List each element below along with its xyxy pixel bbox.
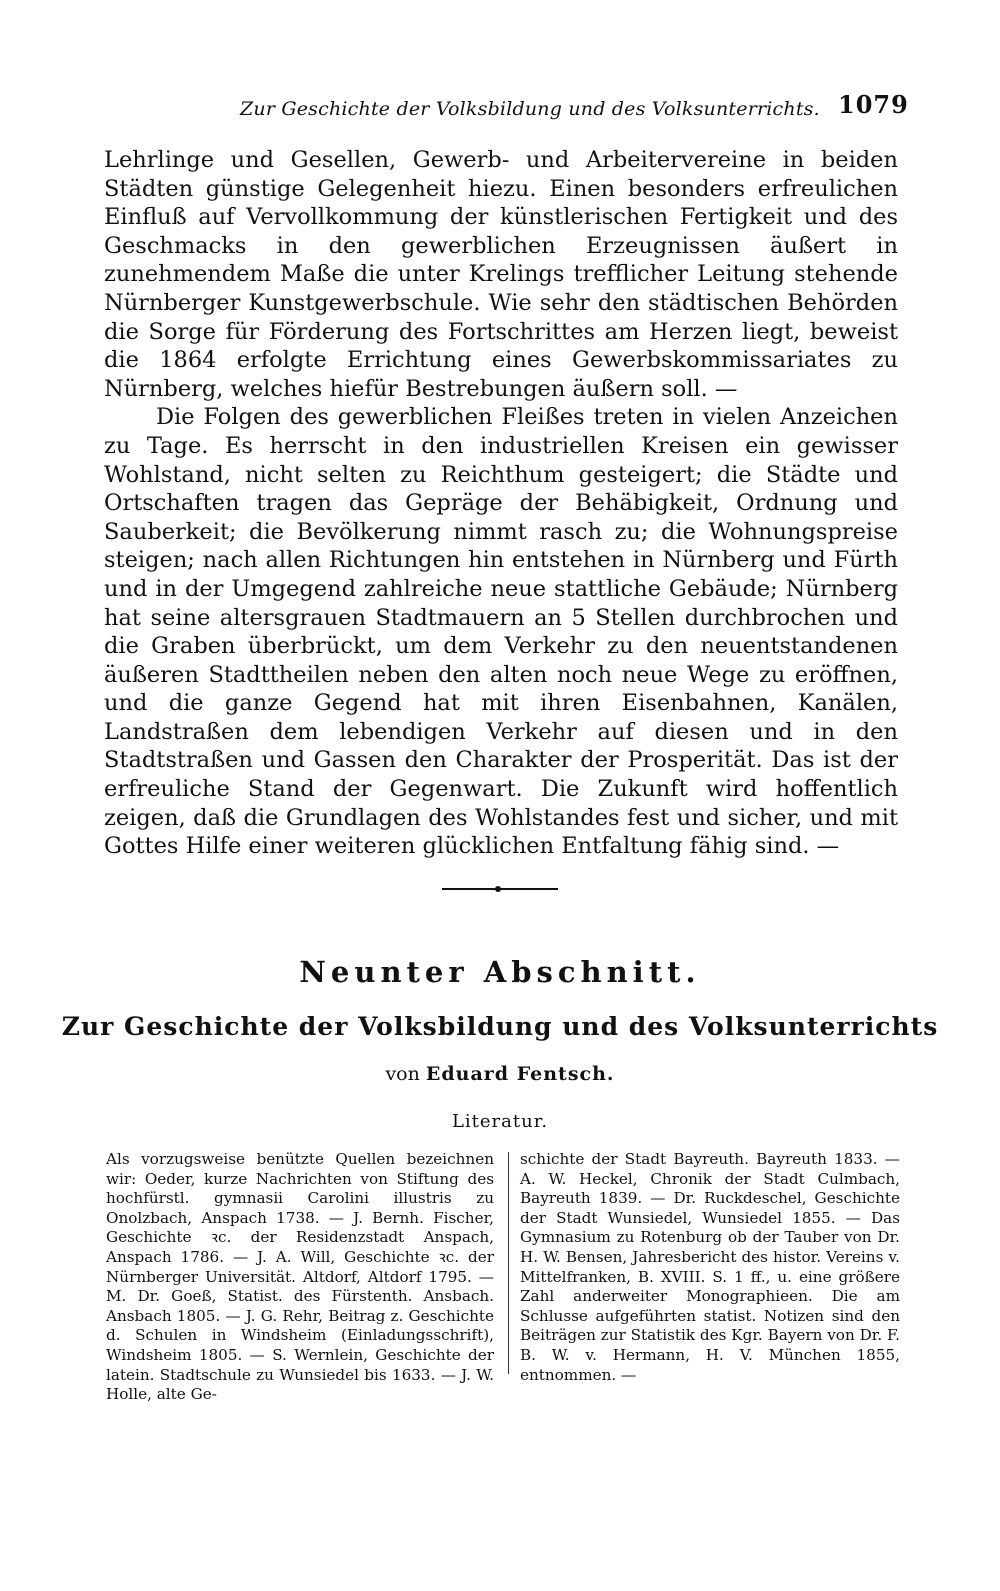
author-name: Eduard Fentsch. [425, 1063, 615, 1085]
column-rule [508, 1152, 509, 1374]
section-title: Zur Geschichte der Volksbildung und des Volksunterrichts [61, 1012, 939, 1041]
body-paragraph: Die Folgen des gewerblichen Fleißes treten in vielen Anzeichen zu Tage. Es herrscht in den industriellen Kreisen ein gewisser Wohlstand, nicht selten zu Reichthum gesteigert; die Städte und Ortschaften tragen das Gepräge der Behäbigkeit, Ordnung und Sauberkeit; die Bevölkerung nimmt rasch zu; die Wohnungspreise steigen; nach allen Richtungen hin entstehen in Nürnberg und Fürth und in der Umgegend zahlreiche neue stattliche Gebäude; Nürnberg hat seine altersgrauen Stadtmauern an 5 Stellen durchbrochen und die Graben überbrückt, um dem Verkehr zu den neuentstandenen äußeren Stadttheilen neben den alten noch neue Wege zu eröffnen, und die ganze Gegend hat mit ihren Eisenbahnen, Kanälen, Landstraßen dem lebendigen Verkehr auf diesen und in den Stadtstraßen und Gassen den Charakter der Prosperität. Das ist der erfreuliche Stand der Gegenwart. Die Zukunft wird hoffentlich zeigen, daß die Grundlagen des Wohlstandes fest und sicher, und mit Gottes Hilfe einer weiteren glücklichen Entfaltung fähig sind. — [104, 404, 898, 860]
body-text [104, 146, 898, 861]
section-divider [442, 885, 558, 897]
running-title: Zur Geschichte der Volksbildung und des Volksunterrichts. [240, 98, 820, 120]
byline [0, 1063, 1000, 1085]
literature-text: Als vorzugsweise benützte Quellen bezeichnen wir: Oeder, kurze Nachrichten von Stiftung des hochfürstl. gymnasii Carolini illustris zu Onolzbach, Anspach 1738. — J. Bernh. Fischer, Geschichte ꝛc. der Residenzstadt Anspach, Anspach 1786. — J. A. Will, Geschichte ꝛc. der Nürnberger Universität. Altdorf, Altdorf 1795. — M. Dr. Goeß, Statist. des Fürstenth. Ansbach. Ansbach 1805. — J. G. Rehr, Beitrag z. Geschichte d. Schulen in Windsheim (Einladungsschrift), Windsheim 1805. — S. Wernlein, Geschichte der latein. Stadtschule zu Wunsiedel bis 1633. — J. W. Holle, alte Ge- [106, 1150, 494, 1404]
literature-right-column [520, 1150, 900, 1385]
body-paragraph: Lehrlinge und Gesellen, Gewerb- und Arbeitervereine in beiden Städten günstige Gelegenheit hiezu. Einen besonders erfreulichen Einfluß auf Vervollkommung der künstlerischen Fertigkeit und des Geschmacks in den gewerblichen Erzeugnissen äußert in zunehmendem Maße die unter Krelings trefflicher Leitung stehende Nürnberger Kunstgewerbschule. Wie sehr den städtischen Behörden die Sorge für Förderung des Fortschrittes am Herzen liegt, beweist die 1864 erfolgte Errichtung eines Gewerbskommissariates zu Nürnberg, welches hiefür Bestrebungen äußern soll. — [104, 147, 898, 402]
literature-left-column [106, 1150, 494, 1405]
literature-columns [106, 1150, 900, 1404]
chapter-title: Neunter Abschnitt. [299, 955, 701, 989]
literature-heading: Literatur. [451, 1111, 549, 1132]
divider-dot [495, 886, 501, 892]
page-number: 1079 [838, 90, 909, 119]
byline-prefix: von [385, 1063, 420, 1085]
literature-text: schichte der Stadt Bayreuth. Bayreuth 1833. — A. W. Heckel, Chronik der Stadt Culmbach, Bayreuth 1839. — Dr. Ruckdeschel, Geschichte der Stadt Wunsiedel, Wunsiedel 1855. — Das Gymnasium zu Rotenburg ob der Tauber von Dr. H. W. Bensen, Jahresbericht des histor. Vereins v. Mittelfranken, B. XVIII. S. 1 ff., u. eine größere Zahl anderweiter Monographieen. Die am Schlusse aufgeführten statist. Notizen sind den Beiträgen zur Statistik des Kgr. Bayern von Dr. F. B. W. v. Hermann, H. V. München 1855, entnommen. — [520, 1150, 900, 1384]
running-header [0, 88, 1000, 128]
